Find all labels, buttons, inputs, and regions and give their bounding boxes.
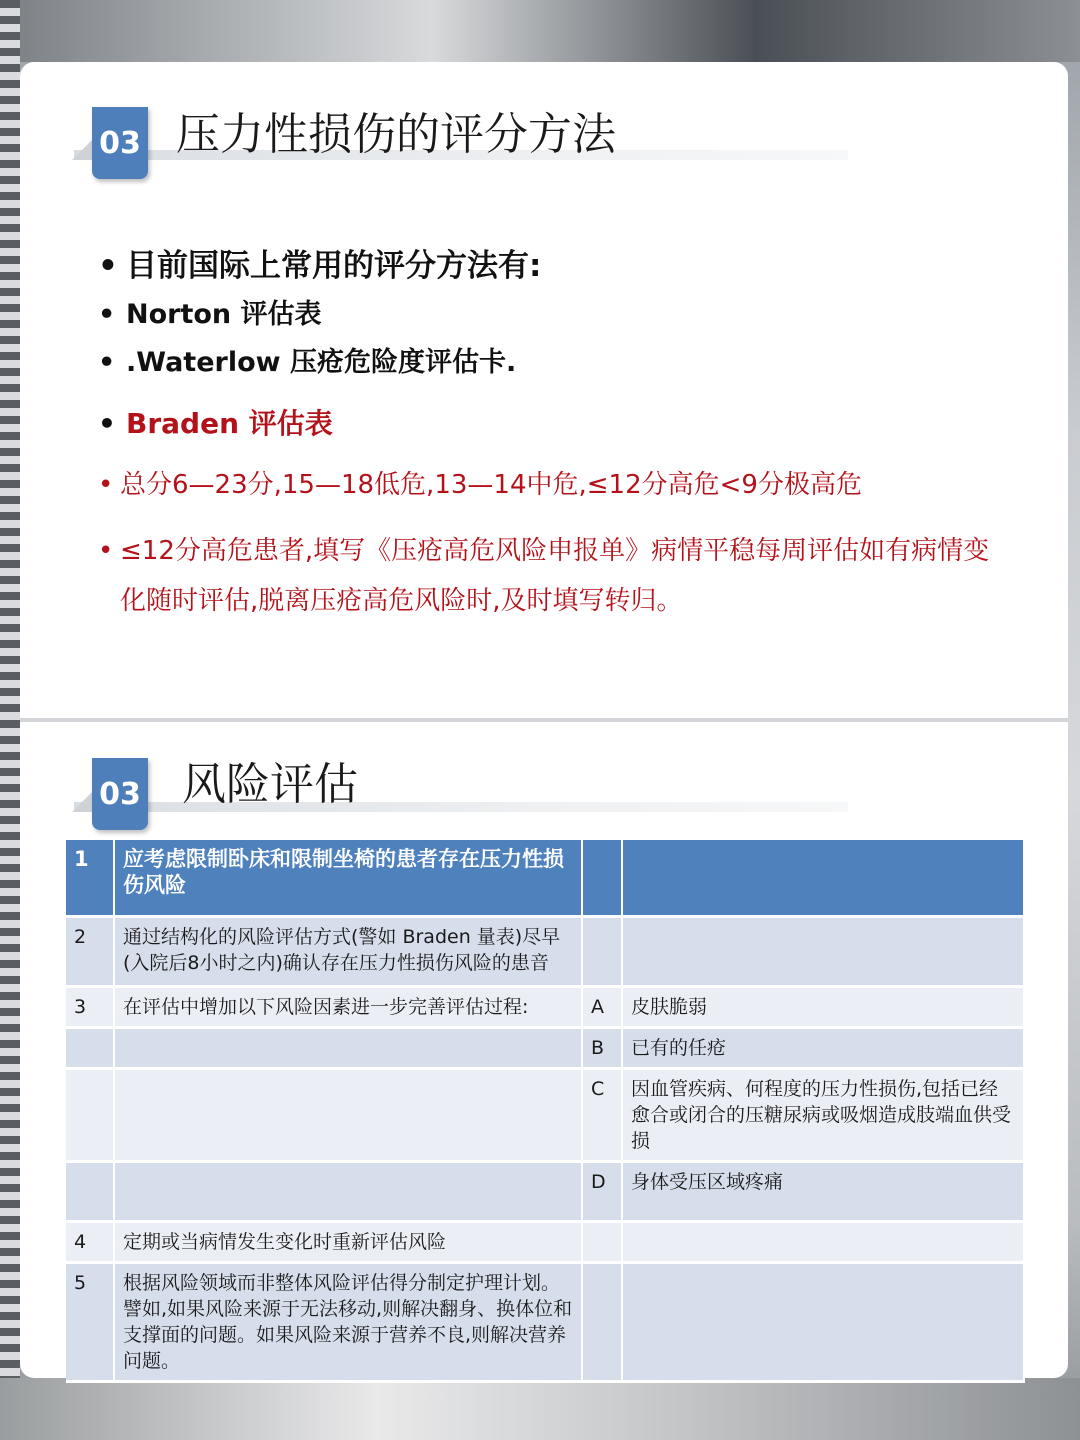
option-text <box>622 916 1024 986</box>
badge-shadow <box>72 792 92 812</box>
row-number: 4 <box>66 1221 114 1262</box>
option-text <box>622 840 1024 916</box>
bullet-braden: • Braden 评估表 <box>98 407 333 440</box>
option-letter: C <box>582 1068 622 1161</box>
option-letter <box>582 1262 622 1381</box>
row-number <box>66 1161 114 1221</box>
bullet-intro: • 目前国际上常用的评分方法有: <box>98 248 542 284</box>
slide-risk-assessment <box>20 722 1068 1378</box>
table-row <box>66 1161 1024 1221</box>
background-top <box>0 0 1080 62</box>
section-badge: 03 <box>92 758 148 830</box>
row-number: 2 <box>66 916 114 986</box>
row-description: 定期或当病情发生变化时重新评估风险 <box>114 1221 582 1262</box>
row-description: 通过结构化的风险评估方式(警如 Braden 量表)尽早(入院后8小时之内)确认存在压力性损伤风险的患音 <box>114 916 582 986</box>
risk-assessment-table <box>66 840 1025 1383</box>
table-row <box>66 1068 1024 1161</box>
option-letter: A <box>582 986 622 1027</box>
table-row <box>66 1027 1024 1068</box>
option-letter: D <box>582 1161 622 1221</box>
row-description: 应考虑限制卧床和限制坐椅的患者存在压力性损伤风险 <box>114 840 582 916</box>
row-description: 根据风险领域而非整体风险评估得分制定护理计划。譬如,如果风险来源于无法移动,则解决翻身、换体位和支撑面的问题。如果风险来源于营养不良,则解决营养问题。 <box>114 1262 582 1381</box>
page-title: 压力性损伤的评分方法 <box>176 109 616 160</box>
option-letter: B <box>582 1027 622 1068</box>
option-letter <box>582 916 622 986</box>
bullet-norton: • Norton 评估表 <box>98 299 322 330</box>
section-badge: 03 <box>92 107 148 179</box>
bullet-high-risk-report: • ≤12分高危患者,填写《压疮高危风险申报单》病情平稳每周评估如有病情变 化随时评估,脱离压疮高危风险时,及时填写转归。 <box>98 536 990 616</box>
option-text: 皮肤脆弱 <box>622 986 1024 1027</box>
option-text: 已有的任疮 <box>622 1027 1024 1068</box>
option-text <box>622 1262 1024 1381</box>
page-title: 风险评估 <box>182 759 358 810</box>
row-number: 1 <box>66 840 114 916</box>
background-bottom <box>0 1378 1080 1440</box>
background-left-strip <box>0 0 20 1440</box>
table-row <box>66 840 1024 916</box>
row-number: 5 <box>66 1262 114 1381</box>
badge-shadow <box>72 140 92 160</box>
option-text <box>622 1221 1024 1262</box>
option-text: 身体受压区域疼痛 <box>622 1161 1024 1221</box>
bullet-waterlow: • .Waterlow 压疮危险度评估卡. <box>98 347 517 378</box>
row-number <box>66 1068 114 1161</box>
bullet-score-ranges: • 总分6—23分,15—18低危,13—14中危,≤12分高危<9分极高危 <box>98 470 862 500</box>
slide-scoring-methods <box>20 62 1068 718</box>
row-description <box>114 1027 582 1068</box>
option-text: 因血管疾病、何程度的压力性损伤,包括已经愈合或闭合的压糖尿病或吸烟造成肢端血供受损 <box>622 1068 1024 1161</box>
row-description: 在评估中增加以下风险因素进一步完善评估过程: <box>114 986 582 1027</box>
row-description <box>114 1161 582 1221</box>
option-letter <box>582 1221 622 1262</box>
table-row <box>66 1262 1024 1381</box>
row-number: 3 <box>66 986 114 1027</box>
table-row <box>66 1221 1024 1262</box>
table-row <box>66 986 1024 1027</box>
table-row <box>66 916 1024 986</box>
row-description <box>114 1068 582 1161</box>
row-number <box>66 1027 114 1068</box>
option-letter <box>582 840 622 916</box>
